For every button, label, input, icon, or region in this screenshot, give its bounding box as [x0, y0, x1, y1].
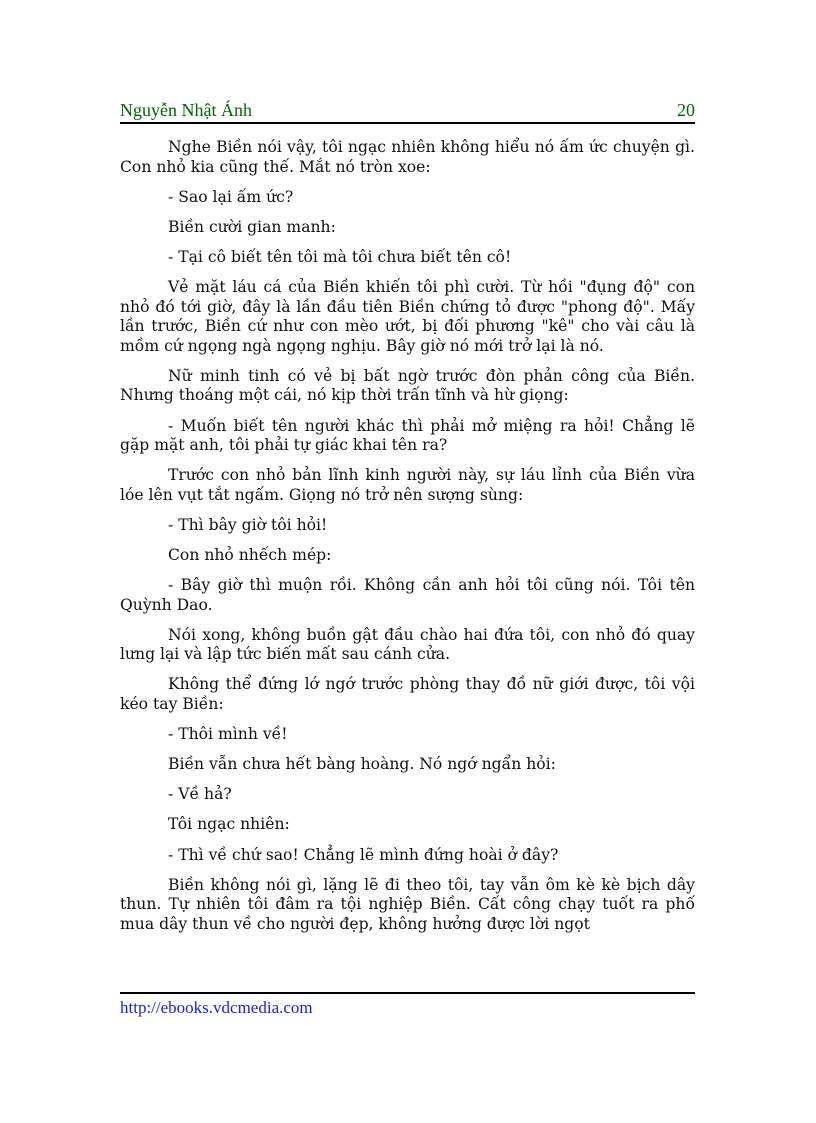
paragraph: - Về hả?	[168, 785, 232, 804]
page-number: 20	[677, 100, 695, 120]
body-text	[120, 138, 695, 945]
paragraph: Trước con nhỏ bản lĩnh kinh người này, sự láu lỉnh của Biền vừa lóe lên vụt tắt ngấm. Giọng nó trở nên sượng sùng:	[120, 466, 695, 504]
footer-link[interactable]: http://ebooks.vdcmedia.com	[120, 998, 313, 1017]
paragraph: Con nhỏ nhếch mép:	[168, 546, 332, 564]
paragraph: - Thôi mình về!	[168, 725, 288, 744]
paragraph: Tôi ngạc nhiên:	[168, 815, 290, 834]
paragraph: - Sao lại ấm ức?	[168, 187, 294, 206]
paragraph: Biền cười gian manh:	[168, 217, 336, 236]
page-footer	[120, 992, 695, 1018]
paragraph: Vẻ mặt láu cá của Biền khiến tôi phì cười. Từ hồi "đụng độ" con nhỏ đó tới giờ, đây là lần đầu tiên Biền chứng tỏ được "phong độ". Mấy lần trước, Biền cứ như con mèo ướt, bị đối phương "kê" cho vài câu là mồm cứ ngọng ngà ngọng nghịu. Bây giờ nó mới trở lại là nó.	[120, 277, 695, 355]
paragraph: - Bây giờ thì muộn rồi. Không cần anh hỏi tôi cũng nói. Tôi tên Quỳnh Dao.	[120, 576, 695, 614]
page-header	[120, 100, 695, 124]
paragraph: Nói xong, không buồn gật đầu chào hai đứa tôi, con nhỏ đó quay lưng lại và lập tức biến mất sau cánh cửa.	[120, 625, 695, 664]
paragraph: Biền vẫn chưa hết bàng hoàng. Nó ngớ ngẩn hỏi:	[168, 755, 556, 774]
paragraph: - Thì bây giờ tôi hỏi!	[168, 515, 328, 534]
paragraph: - Muốn biết tên người khác thì phải mở miệng ra hỏi! Chẳng lẽ gặp mặt anh, tôi phải tự giác khai tên ra?	[120, 416, 695, 455]
paragraph: - Tại cô biết tên tôi mà tôi chưa biết tên cô!	[168, 247, 512, 266]
paragraph: Nghe Biền nói vậy, tôi ngạc nhiên không hiểu nó ấm ức chuyện gì. Con nhỏ kia cũng thế. Mắt nó tròn xoe:	[120, 138, 695, 176]
paragraph: Không thể đứng lớ ngớ trước phòng thay đồ nữ giới được, tôi vội kéo tay Biền:	[120, 675, 695, 714]
header-author: Nguyễn Nhật Ánh	[120, 100, 252, 120]
paragraph: Nữ minh tinh có vẻ bị bất ngờ trước đòn phản công của Biền. Nhưng thoáng một cái, nó kịp thời trấn tĩnh và hừ giọng:	[120, 366, 695, 405]
paragraph: Biền không nói gì, lặng lẽ đi theo tôi, tay vẫn ôm kè kè bịch dây thun. Tự nhiên tôi đâm ra tội nghiệp Biền. Cất công chạy tuốt ra phố mua dây thun về cho người đẹp, không hưởng được lời ngọt	[120, 875, 695, 933]
paragraph: - Thì về chứ sao! Chẳng lẽ mình đứng hoài ở đây?	[168, 845, 559, 864]
